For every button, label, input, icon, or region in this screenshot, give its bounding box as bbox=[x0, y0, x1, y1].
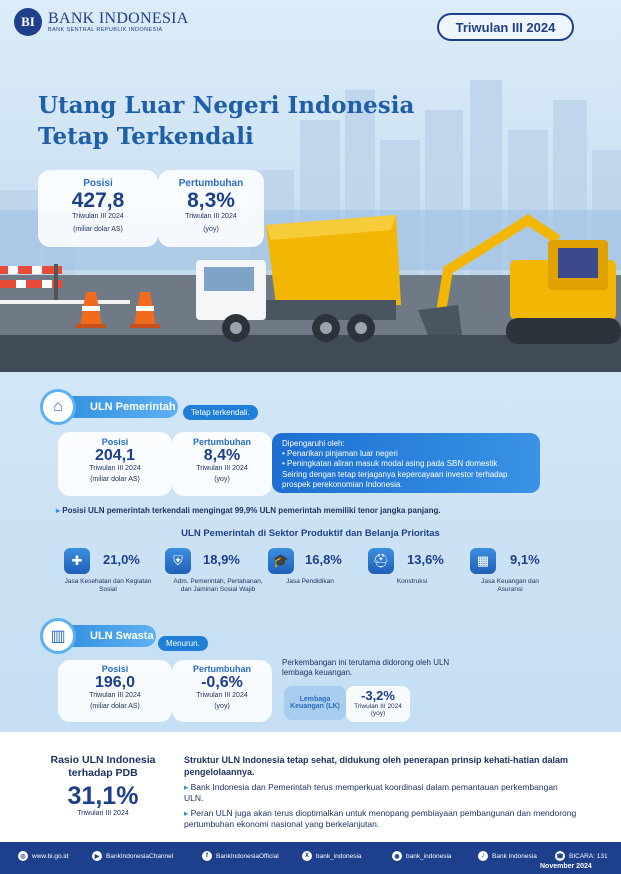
pem-pertumbuhan-label: Pertumbuhan bbox=[192, 437, 251, 447]
pem-pertumbuhan-value: 8,4% bbox=[203, 447, 241, 464]
rasio-value: 31,1% bbox=[67, 782, 139, 810]
arrow-bullet-icon: ▸ bbox=[184, 782, 191, 792]
traffic-cones-illustration bbox=[76, 290, 166, 330]
pem-pertumbuhan-unit: (yoy) bbox=[214, 476, 230, 483]
syringe-icon: ✚ bbox=[64, 548, 90, 574]
footer-link-facebook[interactable]: f BankIndonesiaOfficial bbox=[202, 851, 279, 861]
posisi-unit: (miliar dolar AS) bbox=[73, 226, 123, 233]
arrow-bullet-icon: ▸ bbox=[184, 808, 191, 818]
excavator-illustration bbox=[418, 210, 621, 350]
info-tail: Seiring dengan tetap terjaganya kepercayaan investor terhadap prospek perekonomian Indonesia. bbox=[282, 470, 508, 489]
swa-pertumbuhan-unit: (yoy) bbox=[214, 703, 230, 710]
posisi-value: 427,8 bbox=[71, 189, 125, 212]
sector-pct: 16,8% bbox=[305, 552, 342, 567]
footer-link-website[interactable]: ◎ www.bi.go.id bbox=[18, 851, 69, 861]
pem-posisi-label: Posisi bbox=[101, 437, 129, 447]
rasio-title: Rasio ULN Indonesia terhadap PDB bbox=[50, 754, 156, 779]
rasio-period: Triwulan III 2024 bbox=[77, 810, 129, 817]
sector-pct: 13,6% bbox=[407, 552, 444, 567]
struktur-item: ▸ Bank Indonesia dan Pemerintah terus memperkuat koordinasi dalam pemantauan perkembangan ULN. bbox=[184, 782, 558, 803]
bi-logo-icon: BI bbox=[14, 8, 42, 36]
dump-truck-illustration bbox=[196, 205, 411, 350]
tiktok-icon: ♪ bbox=[478, 851, 488, 861]
swa-pertumbuhan-period: Triwulan III 2024 bbox=[196, 692, 248, 699]
sector-pct: 21,0% bbox=[103, 552, 140, 567]
lk-period: Triwulan III 2024 bbox=[354, 703, 402, 710]
title-line-2: Tetap Terkendali bbox=[38, 123, 254, 150]
arrow-bullet-icon: ▸ bbox=[56, 506, 63, 515]
pem-posisi-unit: (miliar dolar AS) bbox=[90, 476, 140, 483]
brand-name: BANK INDONESIA bbox=[48, 10, 189, 27]
globe-icon: ◎ bbox=[18, 851, 28, 861]
period-badge: Triwulan III 2024 bbox=[437, 13, 574, 41]
swa-posisi-unit: (miliar dolar AS) bbox=[90, 703, 140, 710]
road-barrier-illustration bbox=[0, 262, 70, 302]
footer-date: November 2024 bbox=[540, 863, 592, 870]
pemerintah-statement: ▸ Posisi ULN pemerintah terkendali mengingat 99,9% ULN pemerintah memiliki tenor jangka panjang. bbox=[56, 506, 441, 515]
pemerintah-note: Tetap terkendali. bbox=[183, 405, 258, 420]
swa-posisi-label: Posisi bbox=[101, 664, 129, 674]
swasta-note: Menurun. bbox=[158, 636, 208, 651]
calculator-icon: ▦ bbox=[470, 548, 496, 574]
sector-title: ULN Pemerintah di Sektor Produktif dan Belanja Prioritas bbox=[181, 528, 440, 539]
sector-label: Konstruksi bbox=[396, 578, 428, 585]
pertumbuhan-label: Pertumbuhan bbox=[178, 178, 244, 189]
sector-label: Adm. Pemerintah, Pertahanan, dan Jaminan Sosial Wajib bbox=[173, 578, 263, 593]
hard-hat-icon: ⛑ bbox=[368, 548, 394, 574]
lk-unit: (yoy) bbox=[370, 710, 386, 717]
swasta-section-tag: ULN Swasta bbox=[56, 625, 156, 647]
pertumbuhan-value: 8,3% bbox=[187, 189, 235, 212]
info-item: • Penarikan pinjaman luar negeri bbox=[282, 449, 398, 458]
office-building-icon: ▥ bbox=[40, 618, 76, 654]
info-item: • Peningkatan aliran masuk modal asing pada SBN domestik bbox=[282, 459, 498, 468]
brand-subtitle: BANK SENTRAL REPUBLIK INDONESIA bbox=[48, 27, 163, 33]
footer-link-instagram[interactable]: ◉ bank_indonesia bbox=[392, 851, 452, 861]
pem-pertumbuhan-period: Triwulan III 2024 bbox=[196, 465, 248, 472]
pem-posisi-period: Triwulan III 2024 bbox=[89, 465, 141, 472]
instagram-icon: ◉ bbox=[392, 851, 402, 861]
swasta-posisi-card bbox=[58, 660, 172, 722]
lk-value: -3,2% bbox=[361, 688, 395, 703]
posisi-label: Posisi bbox=[83, 178, 113, 189]
lk-label: Lembaga Keuangan (LK) bbox=[284, 686, 346, 720]
youtube-icon: ▶ bbox=[92, 851, 102, 861]
swasta-pertumbuhan-card bbox=[172, 660, 272, 722]
x-icon: X bbox=[302, 851, 312, 861]
graduation-cap-icon: 🎓 bbox=[268, 548, 294, 574]
hero-banner bbox=[0, 0, 621, 372]
footer-link-bicara[interactable]: ☎ BICARA: 131 bbox=[556, 852, 608, 860]
sector-pct: 9,1% bbox=[510, 552, 540, 567]
sector-pct: 18,9% bbox=[203, 552, 240, 567]
lk-card bbox=[346, 686, 410, 722]
title-line-1: Utang Luar Negeri Indonesia bbox=[38, 92, 415, 119]
struktur-item: ▸ Peran ULN juga akan terus dioptimalkan untuk menopang pembiayaan pembangunan dan mendorong pertumbuhan ekonomi nasional yang berkelanjutan. bbox=[184, 808, 577, 829]
sector-label: Jasa Pendidikan bbox=[286, 578, 334, 585]
pemerintah-section-tag: ULN Pemerintah bbox=[56, 396, 178, 418]
posisi-period: Triwulan III 2024 bbox=[72, 213, 124, 220]
sector-label: Jasa Keuangan dan Asuransi bbox=[481, 578, 539, 593]
info-heading: Dipengaruhi oleh: bbox=[282, 439, 345, 448]
swasta-info: Perkembangan ini terutama didorong oleh ULN lembaga keuangan. bbox=[282, 658, 450, 677]
footer-link-x[interactable]: X bank_indonesia bbox=[302, 851, 362, 861]
struktur-heading: Struktur ULN Indonesia tetap sehat, didukung oleh penerapan prinsip kehati-hatian dalam pengelolaannya. bbox=[184, 755, 569, 777]
footer-link-tiktok[interactable]: ♪ Bank Indonesia bbox=[478, 851, 537, 861]
sector-label: Jasa Kesehatan dan Kegiatan Sosial bbox=[64, 578, 152, 593]
swa-posisi-period: Triwulan III 2024 bbox=[89, 692, 141, 699]
pertumbuhan-period: Triwulan III 2024 bbox=[185, 213, 237, 220]
shield-icon: ⛨ bbox=[165, 548, 191, 574]
pertumbuhan-unit: (yoy) bbox=[203, 226, 219, 233]
pemerintah-pertumbuhan-card bbox=[172, 432, 272, 496]
pemerintah-info-box bbox=[272, 433, 540, 493]
phone-icon: ☎ bbox=[555, 851, 565, 861]
swa-pertumbuhan-label: Pertumbuhan bbox=[192, 664, 251, 674]
government-building-icon: ⌂ bbox=[40, 389, 76, 425]
page-title bbox=[38, 90, 414, 152]
swa-posisi-value: 196,0 bbox=[94, 674, 136, 691]
footer-link-youtube[interactable]: ▶ BankIndonesiaChannel bbox=[92, 851, 173, 861]
pem-posisi-value: 204,1 bbox=[94, 447, 136, 464]
pemerintah-posisi-card bbox=[58, 432, 172, 496]
hero-posisi-card bbox=[38, 170, 158, 247]
swa-pertumbuhan-value: -0,6% bbox=[201, 674, 243, 691]
footer bbox=[0, 842, 621, 874]
facebook-icon: f bbox=[202, 851, 212, 861]
bank-logo bbox=[14, 8, 189, 36]
